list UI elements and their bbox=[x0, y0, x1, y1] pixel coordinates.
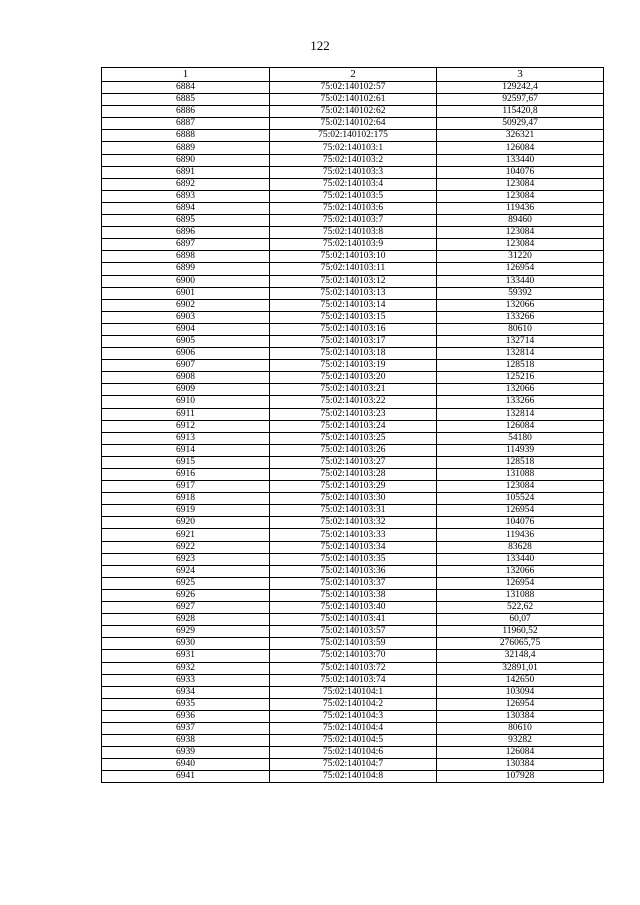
row-number-cell: 6930 bbox=[102, 638, 270, 650]
row-number-cell: 6939 bbox=[102, 747, 270, 759]
row-number-cell: 6886 bbox=[102, 106, 270, 118]
value-cell: 125216 bbox=[437, 372, 604, 384]
table-row bbox=[102, 710, 604, 722]
row-number-cell: 6909 bbox=[102, 384, 270, 396]
cadastral-number-cell: 75:02:140103:24 bbox=[270, 420, 437, 432]
cadastral-number-cell: 75:02:140104:6 bbox=[270, 747, 437, 759]
table-row bbox=[102, 348, 604, 360]
value-cell: 133266 bbox=[437, 396, 604, 408]
cadastral-number-cell: 75:02:140103:18 bbox=[270, 348, 437, 360]
cadastral-number-cell: 75:02:140104:2 bbox=[270, 698, 437, 710]
cadastral-number-cell: 75:02:140104:3 bbox=[270, 710, 437, 722]
cadastral-number-cell: 75:02:140103:59 bbox=[270, 638, 437, 650]
row-number-cell: 6902 bbox=[102, 299, 270, 311]
table-row bbox=[102, 686, 604, 698]
value-cell: 54180 bbox=[437, 432, 604, 444]
cadastral-number-cell: 75:02:140104:7 bbox=[270, 759, 437, 771]
value-cell: 80610 bbox=[437, 722, 604, 734]
value-cell: 133440 bbox=[437, 553, 604, 565]
cadastral-number-cell: 75:02:140103:4 bbox=[270, 178, 437, 190]
value-cell: 132066 bbox=[437, 384, 604, 396]
table-row bbox=[102, 614, 604, 626]
cadastral-number-cell: 75:02:140103:25 bbox=[270, 432, 437, 444]
value-cell: 104076 bbox=[437, 166, 604, 178]
table-row bbox=[102, 626, 604, 638]
row-number-cell: 6938 bbox=[102, 735, 270, 747]
cadastral-number-cell: 75:02:140103:17 bbox=[270, 335, 437, 347]
cadastral-number-cell: 75:02:140103:12 bbox=[270, 275, 437, 287]
cadastral-number-cell: 75:02:140104:5 bbox=[270, 735, 437, 747]
cadastral-number-cell: 75:02:140103:41 bbox=[270, 614, 437, 626]
table-row bbox=[102, 456, 604, 468]
table-row bbox=[102, 408, 604, 420]
row-number-cell: 6924 bbox=[102, 565, 270, 577]
cadastral-number-cell: 75:02:140103:15 bbox=[270, 311, 437, 323]
value-cell: 130384 bbox=[437, 759, 604, 771]
table-row bbox=[102, 444, 604, 456]
value-cell: 103094 bbox=[437, 686, 604, 698]
cadastral-number-cell: 75:02:140103:1 bbox=[270, 142, 437, 154]
table-row bbox=[102, 662, 604, 674]
cadastral-number-cell: 75:02:140103:19 bbox=[270, 360, 437, 372]
table-row bbox=[102, 154, 604, 166]
value-cell: 132814 bbox=[437, 348, 604, 360]
row-number-cell: 6937 bbox=[102, 722, 270, 734]
value-cell: 126084 bbox=[437, 420, 604, 432]
row-number-cell: 6903 bbox=[102, 311, 270, 323]
value-cell: 132814 bbox=[437, 408, 604, 420]
row-number-cell: 6935 bbox=[102, 698, 270, 710]
row-number-cell: 6898 bbox=[102, 251, 270, 263]
cadastral-number-cell: 75:02:140103:28 bbox=[270, 469, 437, 481]
row-number-cell: 6890 bbox=[102, 154, 270, 166]
row-number-cell: 6907 bbox=[102, 360, 270, 372]
cadastral-number-cell: 75:02:140103:8 bbox=[270, 227, 437, 239]
row-number-cell: 6889 bbox=[102, 142, 270, 154]
table-row bbox=[102, 577, 604, 589]
row-number-cell: 6929 bbox=[102, 626, 270, 638]
table-row bbox=[102, 698, 604, 710]
table-row bbox=[102, 602, 604, 614]
table-row bbox=[102, 771, 604, 783]
cadastral-number-cell: 75:02:140103:74 bbox=[270, 674, 437, 686]
row-number-cell: 6895 bbox=[102, 215, 270, 227]
cadastral-number-cell: 75:02:140103:70 bbox=[270, 650, 437, 662]
row-number-cell: 6892 bbox=[102, 178, 270, 190]
cadastral-number-cell: 75:02:140103:21 bbox=[270, 384, 437, 396]
table-row bbox=[102, 735, 604, 747]
value-cell: 276065,75 bbox=[437, 638, 604, 650]
row-number-cell: 6926 bbox=[102, 589, 270, 601]
cadastral-number-cell: 75:02:140102:61 bbox=[270, 94, 437, 106]
table-row bbox=[102, 239, 604, 251]
value-cell: 126084 bbox=[437, 747, 604, 759]
table-row bbox=[102, 674, 604, 686]
cadastral-number-cell: 75:02:140103:40 bbox=[270, 602, 437, 614]
cadastral-number-cell: 75:02:140103:31 bbox=[270, 505, 437, 517]
cadastral-number-cell: 75:02:140103:6 bbox=[270, 202, 437, 214]
cadastral-number-cell: 75:02:140103:23 bbox=[270, 408, 437, 420]
value-cell: 128518 bbox=[437, 456, 604, 468]
row-number-cell: 6916 bbox=[102, 469, 270, 481]
row-number-cell: 6891 bbox=[102, 166, 270, 178]
cadastral-number-cell: 75:02:140104:1 bbox=[270, 686, 437, 698]
table-row bbox=[102, 82, 604, 94]
table-row bbox=[102, 759, 604, 771]
table-row bbox=[102, 517, 604, 529]
row-number-cell: 6928 bbox=[102, 614, 270, 626]
value-cell: 31220 bbox=[437, 251, 604, 263]
data-table bbox=[101, 67, 604, 783]
table-row bbox=[102, 493, 604, 505]
value-cell: 50929,47 bbox=[437, 118, 604, 130]
cadastral-number-cell: 75:02:140103:22 bbox=[270, 396, 437, 408]
value-cell: 131088 bbox=[437, 589, 604, 601]
value-cell: 123084 bbox=[437, 481, 604, 493]
value-cell: 126084 bbox=[437, 142, 604, 154]
table-row bbox=[102, 275, 604, 287]
table-row bbox=[102, 384, 604, 396]
value-cell: 119436 bbox=[437, 202, 604, 214]
value-cell: 142650 bbox=[437, 674, 604, 686]
table-row bbox=[102, 323, 604, 335]
table-row bbox=[102, 396, 604, 408]
value-cell: 123084 bbox=[437, 239, 604, 251]
row-number-cell: 6936 bbox=[102, 710, 270, 722]
value-cell: 133440 bbox=[437, 154, 604, 166]
row-number-cell: 6912 bbox=[102, 420, 270, 432]
row-number-cell: 6894 bbox=[102, 202, 270, 214]
table-row bbox=[102, 263, 604, 275]
row-number-cell: 6922 bbox=[102, 541, 270, 553]
cadastral-number-cell: 75:02:140103:2 bbox=[270, 154, 437, 166]
cadastral-number-cell: 75:02:140103:29 bbox=[270, 481, 437, 493]
row-number-cell: 6932 bbox=[102, 662, 270, 674]
table-row bbox=[102, 505, 604, 517]
value-cell: 105524 bbox=[437, 493, 604, 505]
cadastral-number-cell: 75:02:140103:26 bbox=[270, 444, 437, 456]
cadastral-number-cell: 75:02:140103:72 bbox=[270, 662, 437, 674]
table-row bbox=[102, 747, 604, 759]
row-number-cell: 6917 bbox=[102, 481, 270, 493]
cadastral-number-cell: 75:02:140103:3 bbox=[270, 166, 437, 178]
row-number-cell: 6905 bbox=[102, 335, 270, 347]
table-row bbox=[102, 372, 604, 384]
value-cell: 128518 bbox=[437, 360, 604, 372]
cadastral-number-cell: 75:02:140103:20 bbox=[270, 372, 437, 384]
value-cell: 132066 bbox=[437, 299, 604, 311]
value-cell: 59392 bbox=[437, 287, 604, 299]
value-cell: 115420,8 bbox=[437, 106, 604, 118]
cadastral-number-cell: 75:02:140103:9 bbox=[270, 239, 437, 251]
cadastral-number-cell: 75:02:140103:30 bbox=[270, 493, 437, 505]
row-number-cell: 6911 bbox=[102, 408, 270, 420]
cadastral-number-cell: 75:02:140103:14 bbox=[270, 299, 437, 311]
cadastral-number-cell: 75:02:140102:175 bbox=[270, 130, 437, 142]
table-row bbox=[102, 481, 604, 493]
row-number-cell: 6915 bbox=[102, 456, 270, 468]
table-row bbox=[102, 360, 604, 372]
value-cell: 129242,4 bbox=[437, 82, 604, 94]
value-cell: 133266 bbox=[437, 311, 604, 323]
column-header-2: 2 bbox=[270, 68, 437, 82]
table-row bbox=[102, 311, 604, 323]
table-row bbox=[102, 94, 604, 106]
table-row bbox=[102, 565, 604, 577]
table-row bbox=[102, 553, 604, 565]
table-row bbox=[102, 190, 604, 202]
value-cell: 132714 bbox=[437, 335, 604, 347]
value-cell: 123084 bbox=[437, 178, 604, 190]
table-row bbox=[102, 106, 604, 118]
cadastral-number-cell: 75:02:140103:33 bbox=[270, 529, 437, 541]
cadastral-number-cell: 75:02:140103:37 bbox=[270, 577, 437, 589]
cadastral-number-cell: 75:02:140103:13 bbox=[270, 287, 437, 299]
value-cell: 133440 bbox=[437, 275, 604, 287]
value-cell: 326321 bbox=[437, 130, 604, 142]
row-number-cell: 6888 bbox=[102, 130, 270, 142]
row-number-cell: 6918 bbox=[102, 493, 270, 505]
row-number-cell: 6897 bbox=[102, 239, 270, 251]
row-number-cell: 6925 bbox=[102, 577, 270, 589]
table-row bbox=[102, 166, 604, 178]
value-cell: 132066 bbox=[437, 565, 604, 577]
table-row bbox=[102, 178, 604, 190]
table-row bbox=[102, 251, 604, 263]
value-cell: 126954 bbox=[437, 505, 604, 517]
cadastral-number-cell: 75:02:140103:16 bbox=[270, 323, 437, 335]
row-number-cell: 6921 bbox=[102, 529, 270, 541]
cadastral-number-cell: 75:02:140103:38 bbox=[270, 589, 437, 601]
cadastral-number-cell: 75:02:140104:4 bbox=[270, 722, 437, 734]
cadastral-number-cell: 75:02:140103:5 bbox=[270, 190, 437, 202]
row-number-cell: 6920 bbox=[102, 517, 270, 529]
row-number-cell: 6885 bbox=[102, 94, 270, 106]
cadastral-number-cell: 75:02:140103:32 bbox=[270, 517, 437, 529]
value-cell: 89460 bbox=[437, 215, 604, 227]
cadastral-number-cell: 75:02:140103:7 bbox=[270, 215, 437, 227]
table-row bbox=[102, 299, 604, 311]
cadastral-number-cell: 75:02:140103:57 bbox=[270, 626, 437, 638]
row-number-cell: 6919 bbox=[102, 505, 270, 517]
value-cell: 80610 bbox=[437, 323, 604, 335]
table-row bbox=[102, 130, 604, 142]
row-number-cell: 6884 bbox=[102, 82, 270, 94]
row-number-cell: 6933 bbox=[102, 674, 270, 686]
cadastral-number-cell: 75:02:140103:36 bbox=[270, 565, 437, 577]
row-number-cell: 6941 bbox=[102, 771, 270, 783]
cadastral-number-cell: 75:02:140103:35 bbox=[270, 553, 437, 565]
column-header-1: 1 bbox=[102, 68, 270, 82]
table-row bbox=[102, 420, 604, 432]
row-number-cell: 6923 bbox=[102, 553, 270, 565]
column-header-3: 3 bbox=[437, 68, 604, 82]
table-row bbox=[102, 215, 604, 227]
table-row bbox=[102, 287, 604, 299]
table-row bbox=[102, 469, 604, 481]
cadastral-number-cell: 75:02:140103:27 bbox=[270, 456, 437, 468]
value-cell: 126954 bbox=[437, 698, 604, 710]
page-number: 122 bbox=[310, 38, 330, 53]
value-cell: 92597,67 bbox=[437, 94, 604, 106]
row-number-cell: 6914 bbox=[102, 444, 270, 456]
table-row bbox=[102, 589, 604, 601]
value-cell: 104076 bbox=[437, 517, 604, 529]
value-cell: 107928 bbox=[437, 771, 604, 783]
row-number-cell: 6931 bbox=[102, 650, 270, 662]
value-cell: 60,07 bbox=[437, 614, 604, 626]
row-number-cell: 6908 bbox=[102, 372, 270, 384]
row-number-cell: 6940 bbox=[102, 759, 270, 771]
value-cell: 126954 bbox=[437, 577, 604, 589]
table-row bbox=[102, 335, 604, 347]
table-row bbox=[102, 650, 604, 662]
cadastral-number-cell: 75:02:140103:34 bbox=[270, 541, 437, 553]
cadastral-number-cell: 75:02:140103:11 bbox=[270, 263, 437, 275]
value-cell: 11960,52 bbox=[437, 626, 604, 638]
value-cell: 32148,4 bbox=[437, 650, 604, 662]
cadastral-number-cell: 75:02:140102:62 bbox=[270, 106, 437, 118]
row-number-cell: 6906 bbox=[102, 348, 270, 360]
table-row bbox=[102, 227, 604, 239]
value-cell: 126954 bbox=[437, 263, 604, 275]
value-cell: 123084 bbox=[437, 190, 604, 202]
table-row bbox=[102, 529, 604, 541]
table-row bbox=[102, 142, 604, 154]
row-number-cell: 6913 bbox=[102, 432, 270, 444]
row-number-cell: 6887 bbox=[102, 118, 270, 130]
row-number-cell: 6901 bbox=[102, 287, 270, 299]
table-row bbox=[102, 118, 604, 130]
row-number-cell: 6910 bbox=[102, 396, 270, 408]
value-cell: 123084 bbox=[437, 227, 604, 239]
row-number-cell: 6934 bbox=[102, 686, 270, 698]
row-number-cell: 6904 bbox=[102, 323, 270, 335]
table-row bbox=[102, 638, 604, 650]
value-cell: 32891,01 bbox=[437, 662, 604, 674]
row-number-cell: 6893 bbox=[102, 190, 270, 202]
value-cell: 83628 bbox=[437, 541, 604, 553]
table-row bbox=[102, 722, 604, 734]
table-body bbox=[102, 82, 604, 783]
table-header-row bbox=[102, 68, 604, 82]
table-row bbox=[102, 541, 604, 553]
row-number-cell: 6896 bbox=[102, 227, 270, 239]
row-number-cell: 6899 bbox=[102, 263, 270, 275]
value-cell: 131088 bbox=[437, 469, 604, 481]
value-cell: 119436 bbox=[437, 529, 604, 541]
row-number-cell: 6900 bbox=[102, 275, 270, 287]
cadastral-number-cell: 75:02:140102:57 bbox=[270, 82, 437, 94]
value-cell: 130384 bbox=[437, 710, 604, 722]
table-row bbox=[102, 202, 604, 214]
table-row bbox=[102, 432, 604, 444]
cadastral-number-cell: 75:02:140103:10 bbox=[270, 251, 437, 263]
value-cell: 114939 bbox=[437, 444, 604, 456]
cadastral-number-cell: 75:02:140102:64 bbox=[270, 118, 437, 130]
cadastral-number-cell: 75:02:140104:8 bbox=[270, 771, 437, 783]
value-cell: 522,62 bbox=[437, 602, 604, 614]
row-number-cell: 6927 bbox=[102, 602, 270, 614]
value-cell: 93282 bbox=[437, 735, 604, 747]
